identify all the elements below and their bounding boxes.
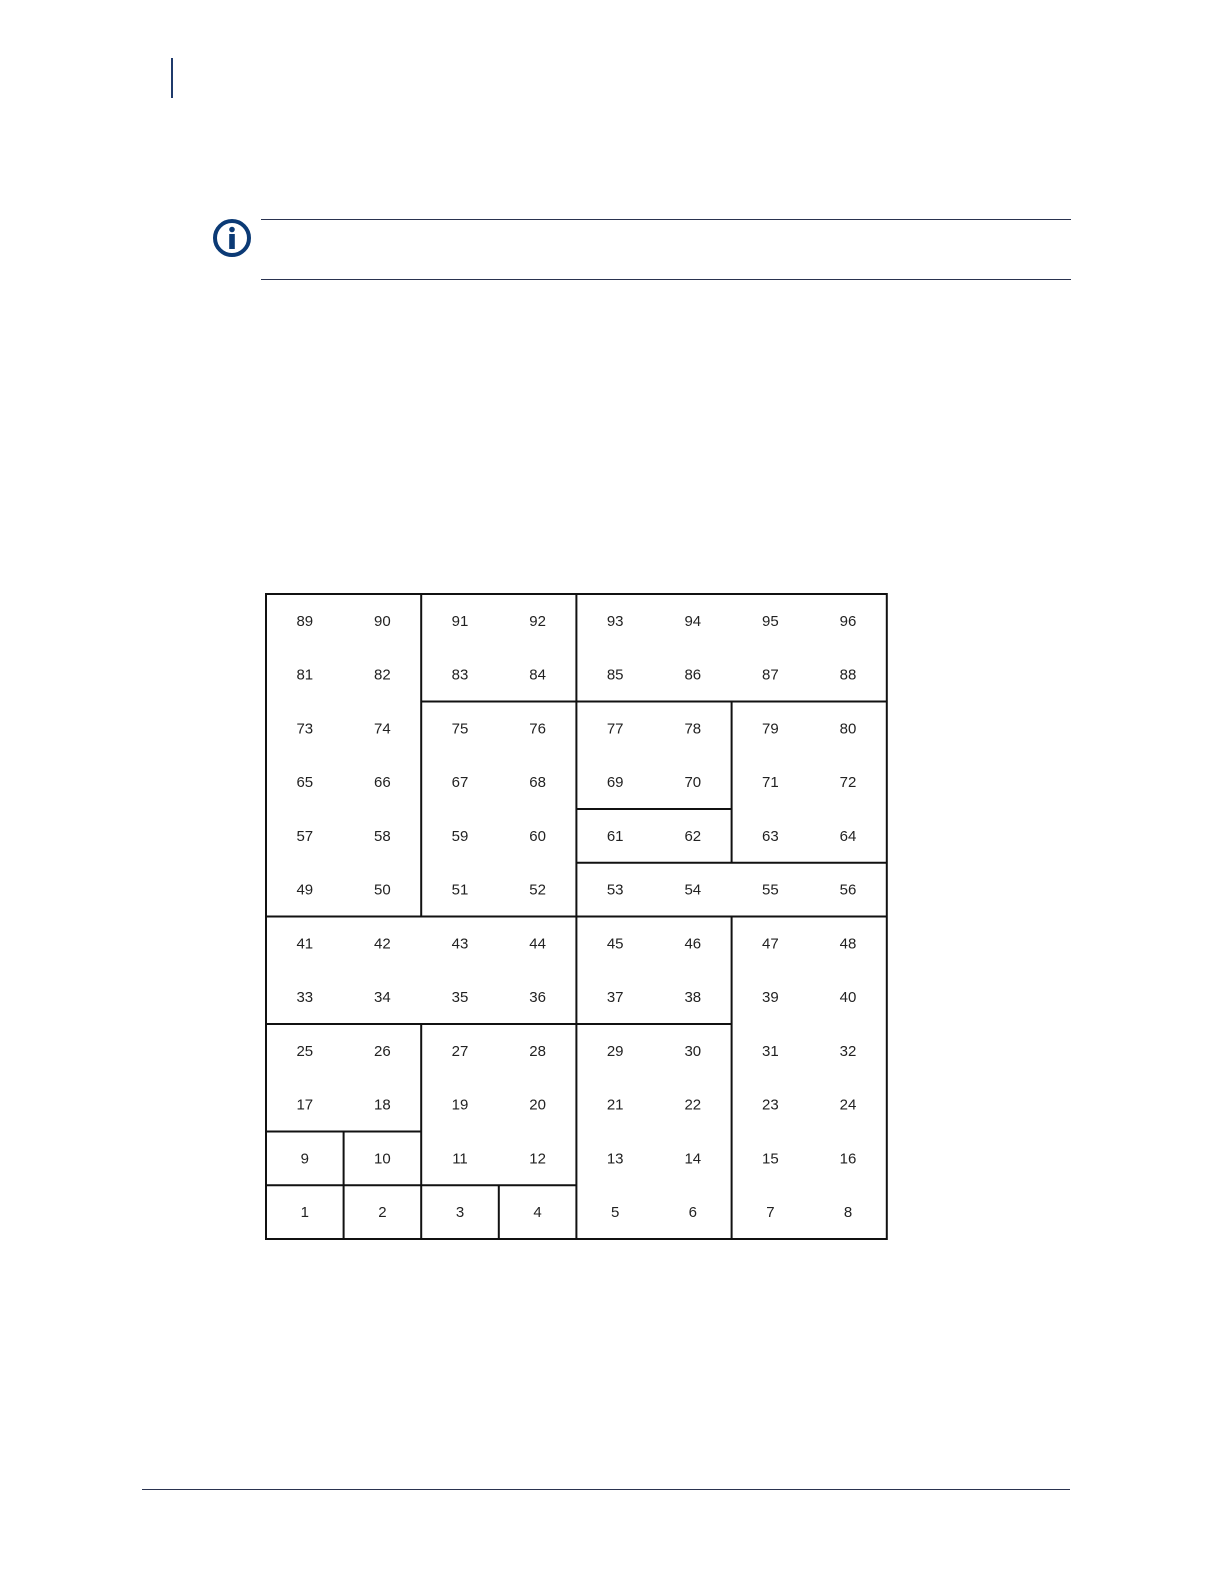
cell-number-11: 11	[452, 1150, 468, 1168]
cell-number-64: 64	[839, 827, 857, 845]
cell-number-49: 49	[296, 881, 314, 899]
cell-number-1: 1	[300, 1204, 309, 1222]
cell-number-53: 53	[606, 881, 624, 899]
cell-number-34: 34	[374, 989, 391, 1007]
cell-number-52: 52	[529, 881, 546, 899]
cell-number-27: 27	[451, 1042, 469, 1060]
cell-number-59: 59	[451, 827, 469, 845]
note-bottom-rule	[261, 279, 1071, 280]
cell-number-31: 31	[762, 1042, 779, 1060]
cell-number-57: 57	[296, 827, 314, 845]
cell-number-22: 22	[684, 1096, 702, 1114]
change-bar	[171, 58, 173, 98]
cell-number-12: 12	[529, 1150, 546, 1168]
cell-number-44: 44	[529, 935, 546, 953]
cell-number-32: 32	[839, 1042, 857, 1060]
cell-number-9: 9	[300, 1150, 309, 1168]
cell-number-60: 60	[529, 827, 546, 845]
cell-number-35: 35	[451, 989, 469, 1007]
cell-number-73: 73	[296, 720, 314, 738]
cell-number-25: 25	[296, 1042, 314, 1060]
cell-number-50: 50	[374, 881, 391, 899]
cell-number-70: 70	[684, 774, 702, 792]
cell-number-83: 83	[451, 666, 469, 684]
cell-number-48: 48	[839, 935, 857, 953]
cell-number-76: 76	[529, 720, 546, 738]
cell-number-19: 19	[451, 1096, 469, 1114]
note-top-rule	[261, 219, 1071, 220]
cell-number-3: 3	[455, 1204, 465, 1222]
cell-number-78: 78	[684, 720, 702, 738]
cell-number-85: 85	[606, 666, 624, 684]
cell-number-77: 77	[606, 720, 624, 738]
cell-number-58: 58	[374, 827, 391, 845]
cell-number-69: 69	[606, 774, 624, 792]
cell-number-43: 43	[451, 935, 469, 953]
cell-number-54: 54	[684, 881, 702, 899]
cell-number-28: 28	[529, 1042, 546, 1060]
cell-number-93: 93	[606, 612, 624, 630]
cell-number-17: 17	[296, 1096, 314, 1114]
cell-number-80: 80	[839, 720, 857, 738]
cell-number-55: 55	[762, 881, 779, 899]
cell-number-10: 10	[374, 1150, 391, 1168]
cell-number-84: 84	[529, 666, 546, 684]
cell-number-91: 91	[451, 612, 469, 630]
cell-number-21: 21	[606, 1096, 624, 1114]
cell-number-13: 13	[606, 1150, 624, 1168]
cell-number-36: 36	[529, 989, 546, 1007]
cell-number-96: 96	[839, 612, 857, 630]
cell-number-72: 72	[839, 774, 857, 792]
cell-number-26: 26	[374, 1042, 391, 1060]
cell-number-56: 56	[839, 881, 857, 899]
cell-number-62: 62	[684, 827, 702, 845]
cell-number-23: 23	[762, 1096, 779, 1114]
cell-number-88: 88	[839, 666, 857, 684]
cell-number-75: 75	[451, 720, 469, 738]
cell-number-8: 8	[843, 1204, 853, 1222]
cell-number-45: 45	[606, 935, 624, 953]
grid-diagram	[262, 590, 892, 1244]
cell-number-94: 94	[684, 612, 702, 630]
cell-number-2: 2	[378, 1204, 387, 1222]
cell-number-74: 74	[374, 720, 391, 738]
cell-number-65: 65	[296, 774, 314, 792]
cell-number-20: 20	[529, 1096, 546, 1114]
cell-number-90: 90	[374, 612, 391, 630]
cell-number-41: 41	[296, 935, 314, 953]
cell-number-6: 6	[688, 1204, 697, 1222]
cell-number-38: 38	[684, 989, 702, 1007]
cell-number-37: 37	[606, 989, 624, 1007]
cell-number-18: 18	[374, 1096, 391, 1114]
cell-number-33: 33	[296, 989, 314, 1007]
cell-number-24: 24	[839, 1096, 857, 1114]
cell-number-16: 16	[839, 1150, 857, 1168]
cell-number-82: 82	[374, 666, 391, 684]
cell-number-51: 51	[451, 881, 469, 899]
diagram-lines	[266, 594, 887, 1239]
cell-number-87: 87	[762, 666, 779, 684]
cell-number-86: 86	[684, 666, 702, 684]
cell-number-66: 66	[374, 774, 391, 792]
cell-number-61: 61	[606, 827, 624, 845]
cell-number-42: 42	[374, 935, 391, 953]
cell-number-63: 63	[762, 827, 779, 845]
info-icon	[212, 218, 252, 258]
cell-number-30: 30	[684, 1042, 702, 1060]
cell-number-68: 68	[529, 774, 546, 792]
cell-number-5: 5	[611, 1204, 620, 1222]
cell-number-95: 95	[762, 612, 779, 630]
cell-number-4: 4	[533, 1204, 542, 1222]
cell-number-46: 46	[684, 935, 702, 953]
cell-number-79: 79	[762, 720, 779, 738]
cell-number-14: 14	[684, 1150, 702, 1168]
cell-number-29: 29	[606, 1042, 624, 1060]
cell-number-81: 81	[296, 666, 314, 684]
cell-number-15: 15	[762, 1150, 779, 1168]
cell-number-92: 92	[529, 612, 546, 630]
cell-number-67: 67	[451, 774, 469, 792]
cell-number-71: 71	[762, 774, 779, 792]
footer-rule	[142, 1489, 1070, 1490]
cell-number-89: 89	[296, 612, 314, 630]
cell-number-7: 7	[766, 1204, 775, 1222]
cell-number-40: 40	[839, 989, 857, 1007]
cell-number-47: 47	[762, 935, 779, 953]
cell-number-39: 39	[762, 989, 779, 1007]
